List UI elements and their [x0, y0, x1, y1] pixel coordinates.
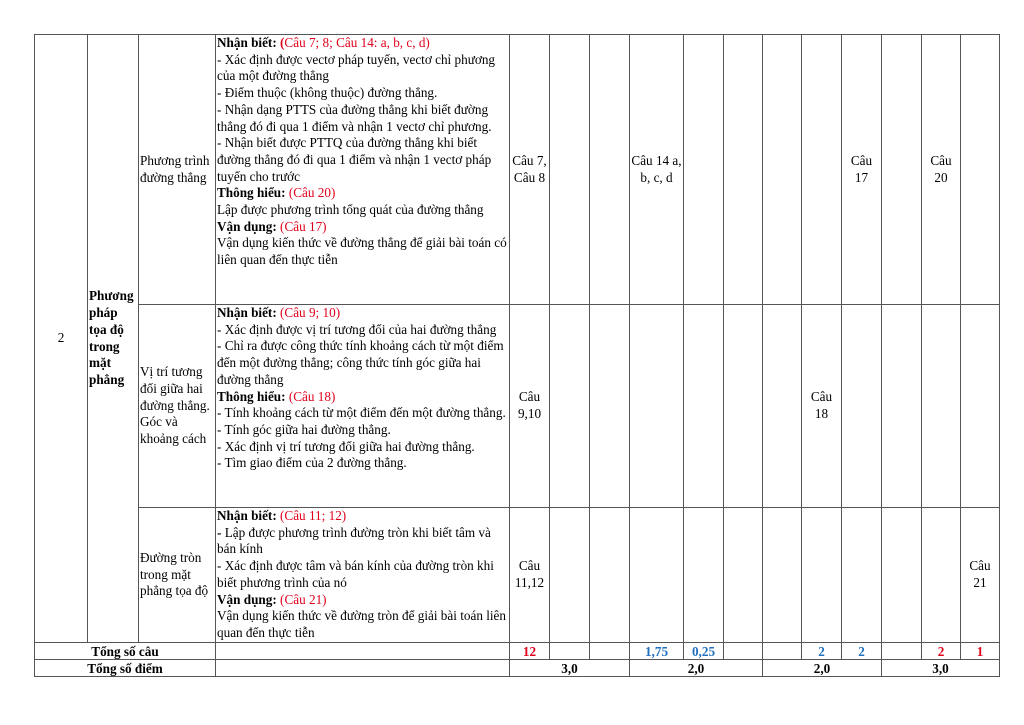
- total-questions-cell: 12: [510, 643, 550, 660]
- content-text: - Xác định được tâm và bán kính của đường tròn khi biết phương trình của nó: [217, 558, 494, 590]
- content-text: Vận dụng kiến thức về đường thẳng để giải bài toán có liên quan đến thực tiễn: [217, 235, 507, 268]
- question-cell: [590, 35, 630, 305]
- content-text: Vận dụng:: [217, 591, 281, 607]
- content-line: [217, 305, 508, 322]
- content-line: [217, 422, 508, 439]
- content-cell: [216, 35, 510, 305]
- content-text: (Câu 17): [280, 218, 327, 234]
- row-index: 2: [35, 35, 88, 643]
- question-cell: [842, 305, 882, 508]
- chapter-name: Phương pháp tọa độ trong mặt phẳng: [88, 35, 139, 643]
- total-questions-cell: 2: [802, 643, 842, 660]
- question-cell: [724, 508, 763, 643]
- total-points-label: Tổng số điểm: [35, 660, 216, 677]
- question-cell: [550, 508, 590, 643]
- question-cell: Câu 18: [802, 305, 842, 508]
- question-cell: [882, 305, 922, 508]
- question-cell: Câu 20: [922, 35, 961, 305]
- question-cell: [842, 508, 882, 643]
- total-questions-cell: 1,75: [630, 643, 684, 660]
- question-cell: [590, 508, 630, 643]
- question-cell: Câu 7, Câu 8: [510, 35, 550, 305]
- content-line: [217, 455, 508, 472]
- question-cell: Câu 11,12: [510, 508, 550, 643]
- empty-cell: [216, 660, 510, 677]
- question-cell: [961, 35, 1000, 305]
- content-text: - Tìm giao điểm của 2 đường thẳng.: [217, 455, 407, 471]
- content-text: - Xác định được vị trí tương đối của hai đường thẳng: [217, 321, 497, 337]
- content-line: [217, 322, 508, 339]
- topic-cell: Vị trí tương đối giữa hai đường thẳng. Góc và khoảng cách: [139, 305, 216, 508]
- exam-matrix-table: [34, 34, 1000, 677]
- content-text: - Xác định được vectơ pháp tuyến, vectơ chỉ phương của một đường thẳng: [217, 51, 496, 84]
- content-text: (Câu 18): [288, 388, 336, 404]
- question-cell: Câu 9,10: [510, 305, 550, 508]
- points-cell: 3,0: [882, 660, 1000, 677]
- total-questions-cell: 2: [842, 643, 882, 660]
- question-cell: Câu 14 a, b, c, d: [630, 35, 684, 305]
- question-cell: [763, 305, 802, 508]
- total-points-row: [35, 660, 1000, 677]
- content-cell: [216, 305, 510, 508]
- total-questions-cell: 2: [922, 643, 961, 660]
- question-cell: Câu 21: [961, 508, 1000, 643]
- total-questions-label: Tổng số câu: [35, 643, 216, 660]
- table-row: [35, 35, 1000, 305]
- content-text: Câu 7; 8; Câu 14: a, b, c, d): [284, 35, 430, 50]
- table-row: [35, 305, 1000, 508]
- question-cell: [882, 35, 922, 305]
- content-line: [217, 35, 508, 52]
- question-cell: [724, 305, 763, 508]
- content-line: [217, 219, 508, 236]
- points-cell: 2,0: [763, 660, 882, 677]
- content-line: [217, 405, 508, 422]
- total-questions-cell: 1: [961, 643, 1000, 660]
- total-questions-cell: [763, 643, 802, 660]
- total-questions-row: [35, 643, 1000, 660]
- points-cell: 3,0: [510, 660, 630, 677]
- question-cell: [802, 508, 842, 643]
- content-line: [217, 439, 508, 456]
- question-cell: Câu 17: [842, 35, 882, 305]
- content-line: [217, 52, 508, 85]
- total-questions-cell: [550, 643, 590, 660]
- total-questions-cell: [590, 643, 630, 660]
- content-line: [217, 525, 508, 558]
- topic-cell: Đường tròn trong mặt phẳng tọa độ: [139, 508, 216, 643]
- content-line: [217, 592, 508, 609]
- content-text: - Tính góc giữa hai đường thẳng.: [217, 421, 391, 437]
- content-text: (: [280, 35, 285, 50]
- content-line: [217, 202, 508, 219]
- content-text: - Nhận biết được PTTQ của đường thẳng khi biết đường thẳng đó đi qua 1 điểm và nhận 1 vectơ pháp tuyến cho trước: [217, 135, 492, 184]
- total-questions-cell: 0,25: [684, 643, 724, 660]
- question-cell: [590, 305, 630, 508]
- content-text: Thông hiểu:: [217, 388, 289, 404]
- content-text: Vận dụng kiến thức về đường tròn để giải bài toán liên quan đến thực tiễn: [217, 608, 506, 640]
- content-text: (Câu 20): [288, 185, 336, 201]
- content-text: - Điểm thuộc (không thuộc) đường thẳng.: [217, 85, 438, 101]
- content-line: [217, 185, 508, 202]
- content-line: [217, 608, 508, 641]
- content-line: [217, 389, 508, 406]
- content-line: [217, 235, 508, 268]
- question-cell: [550, 35, 590, 305]
- content-text: Vận dụng:: [217, 218, 281, 234]
- question-cell: [882, 508, 922, 643]
- content-text: - Tính khoảng cách từ một điểm đến một đường thẳng.: [217, 405, 506, 421]
- content-text: -: [217, 524, 225, 540]
- question-cell: [684, 508, 724, 643]
- content-line: [217, 338, 508, 388]
- content-text: (Câu 11; 12): [280, 508, 347, 523]
- question-cell: [961, 305, 1000, 508]
- question-cell: [763, 508, 802, 643]
- question-cell: [630, 305, 684, 508]
- total-questions-cell: [882, 643, 922, 660]
- content-cell: [216, 508, 510, 643]
- question-cell: [724, 35, 763, 305]
- content-text: - Nhận dạng PTTS của đường thẳng khi biết đường thẳng đó đi qua 1 điểm và nhận 1 vectơ chỉ phương.: [217, 101, 492, 134]
- topic-cell: Phương trình đường thẳng: [139, 35, 216, 305]
- table-row: [35, 508, 1000, 643]
- content-text: Thông hiểu:: [217, 185, 289, 201]
- total-questions-cell: [724, 643, 763, 660]
- content-text: (Câu 9; 10): [280, 305, 341, 320]
- question-cell: [922, 508, 961, 643]
- question-cell: [630, 508, 684, 643]
- points-cell: 2,0: [630, 660, 763, 677]
- content-text: (Câu 21): [280, 591, 327, 607]
- question-cell: [550, 305, 590, 508]
- question-cell: [922, 305, 961, 508]
- question-cell: [802, 35, 842, 305]
- question-cell: [684, 305, 724, 508]
- content-text: Lập được phương trình tổng quát của đường thẳng: [217, 202, 484, 218]
- content-line: [217, 85, 508, 102]
- content-text: Nhận biết:: [217, 305, 281, 320]
- question-cell: [684, 35, 724, 305]
- content-text: - Xác định vị trí tương đối giữa hai đường thẳng.: [217, 438, 475, 454]
- content-line: [217, 508, 508, 525]
- content-line: [217, 558, 508, 591]
- content-text: Nhận biết:: [217, 508, 281, 523]
- content-line: [217, 102, 508, 135]
- content-text: Lập được phương trình đường tròn khi biết tâm và bán kính: [217, 524, 491, 557]
- content-text: Nhận biết:: [217, 35, 281, 50]
- content-line: [217, 135, 508, 185]
- question-cell: [763, 35, 802, 305]
- content-text: - Chỉ ra được công thức tính khoảng cách từ một điểm đến một đường thẳng; công thức tính góc giữa hai đường thẳng: [217, 338, 504, 387]
- empty-cell: [216, 643, 510, 660]
